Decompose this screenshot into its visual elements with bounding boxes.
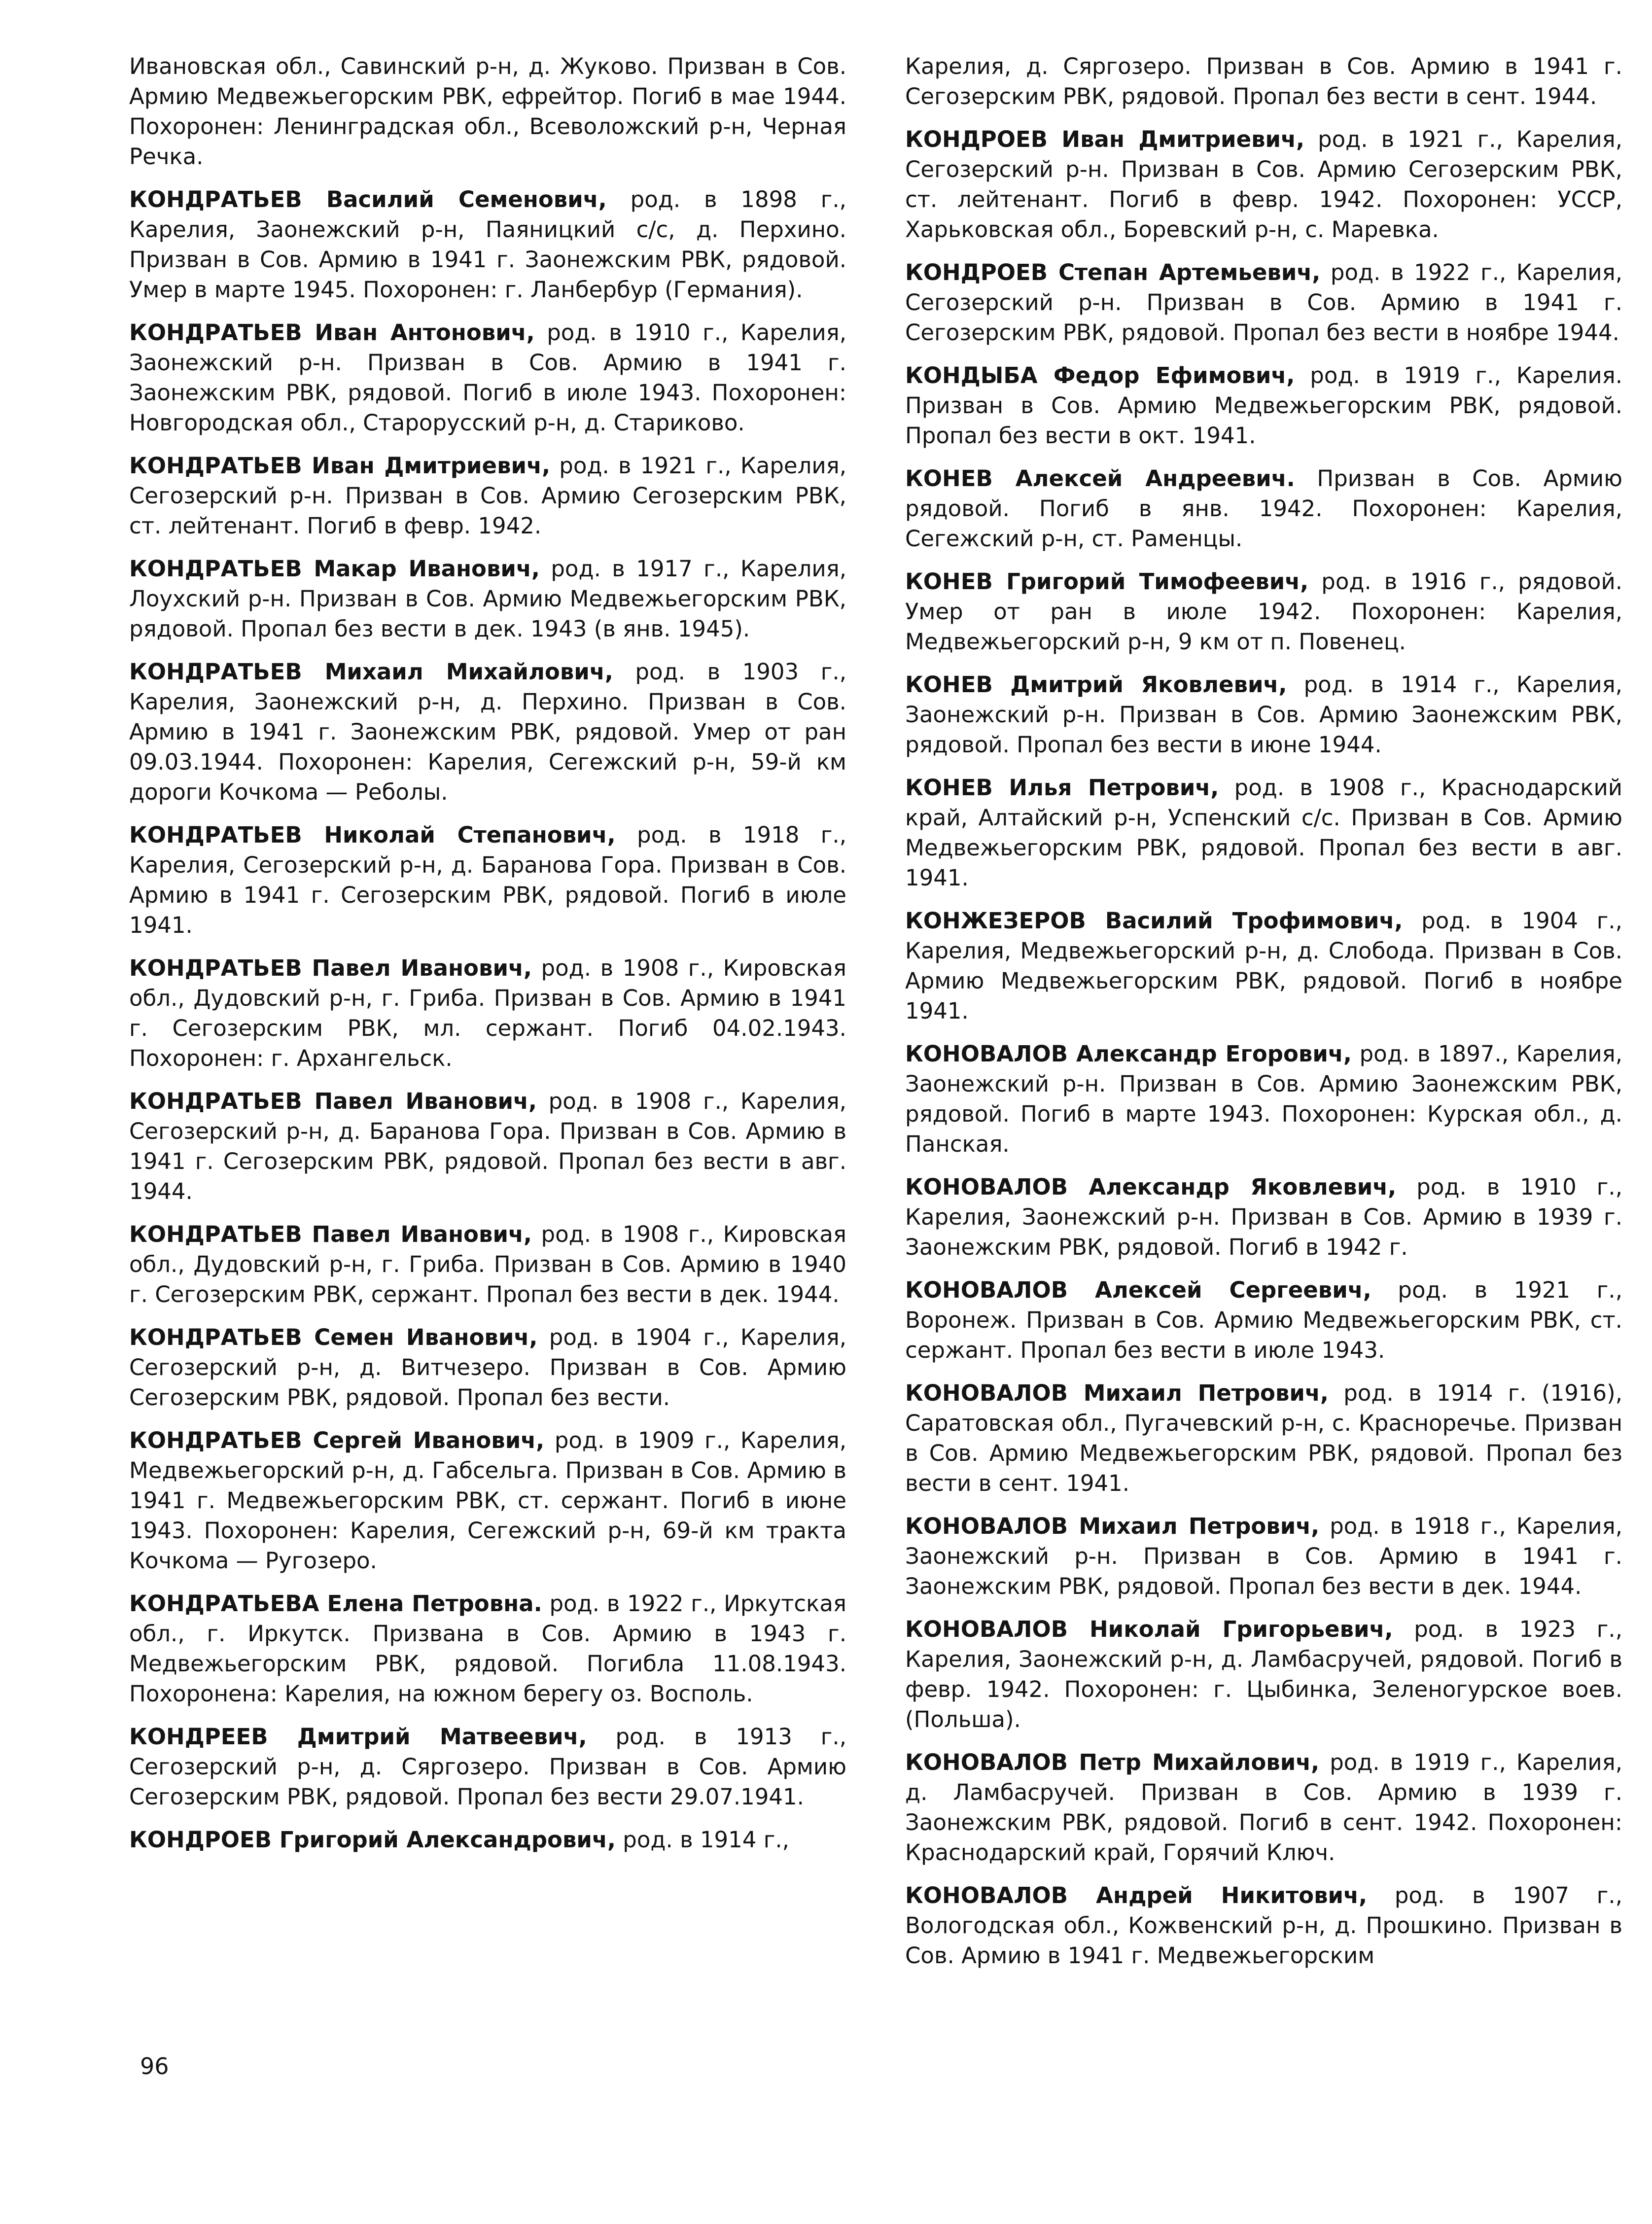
memorial-entry [905, 1880, 1622, 1971]
memorial-entry [905, 773, 1622, 893]
memorial-entry [905, 1275, 1622, 1365]
entry-text: род. в 1908 г., Краснодарский край, Алтайский р-н, Успенский с/с. Призван в Сов. Армию Медвежьегорским РВК, рядовой. Пропал без вести в авг. 1941. [905, 775, 1622, 891]
memorial-entry [905, 51, 1622, 111]
entry-name: КОНЕВ Алексей Андреевич. [905, 465, 1295, 492]
memorial-entry [905, 670, 1622, 760]
entry-text: род. в 1904 г., Карелия, Медвежьегорский р-н, д. Слобода. Призван в Сов. Армию Медвежьегорским РВК, рядовой. Погиб в ноябре 1941. [905, 908, 1622, 1024]
entry-name: КОНДРЕЕВ Дмитрий Матвеевич, [129, 1724, 587, 1750]
memorial-entry [905, 1747, 1622, 1868]
entry-text: род. в 1919 г., Карелия. Призван в Сов. Армию Медвежьегорским РВК, рядовой. Пропал без вести в окт. 1941. [905, 362, 1623, 449]
right-column [905, 51, 1622, 1983]
entry-name: КОНОВАЛОВ Александр Яковлевич, [905, 1174, 1397, 1200]
memorial-entry [129, 184, 846, 305]
entry-text: род. в 1921 г., Карелия, Сегозерский р-н. Призван в Сов. Армию Сегозерским РВК, ст. лейтенант. Погиб в февр. 1942. [129, 453, 846, 539]
entry-text: род. в 1922 г., Карелия, Сегозерский р-н. Призван в Сов. Армию в 1941 г. Сегозерским РВК, рядовой. Пропал без вести в ноябре 1944. [905, 259, 1623, 346]
memorial-entry [129, 953, 846, 1073]
entry-name: КОНДЫБА Федор Ефимович, [905, 362, 1295, 388]
entry-name: КОНОВАЛОВ Петр Михайлович, [905, 1749, 1320, 1775]
page-number: 96 [140, 2053, 169, 2080]
entry-text: Карелия, д. Сяргозеро. Призван в Сов. Армию в 1941 г. Сегозерским РВК, рядовой. Пропал без вести в сент. 1944. [905, 53, 1622, 109]
entry-name: КОНОВАЛОВ Александр Егорович, [905, 1041, 1352, 1067]
memorial-entry [905, 1614, 1622, 1734]
memorial-entry [129, 1589, 846, 1709]
left-column [129, 51, 846, 1868]
memorial-entry [129, 1825, 846, 1855]
entry-text: Призван в Сов. Армию рядовой. Погиб в янв. 1942. Похоронен: Карелия, Сегежский р-н, ст. Раменцы. [905, 465, 1622, 552]
entry-text: род. в 1908 г., Кировская обл., Дудовский р-н, г. Гриба. Призван в Сов. Армию в 1941 г. Сегозерским РВК, мл. сержант. Погиб 04.02.1943. Похоронен: г. Архангельск. [129, 955, 846, 1071]
entry-text: род. в 1917 г., Карелия, Лоухский р-н. Призван в Сов. Армию Медвежьегорским РВК, рядовой. Пропал без вести в дек. 1943 (в янв. 1945). [129, 556, 846, 642]
entry-name: КОНДРОЕВ Степан Артемьевич, [905, 259, 1321, 285]
entry-text: Ивановская обл., Савинский р-н, д. Жуково. Призван в Сов. Армию Медвежьегорским РВК, ефрейтор. Погиб в мае 1944. Похоронен: Ленинградская обл., Всеволожский р-н, Черная Речка. [129, 53, 846, 170]
memorial-entry [129, 318, 846, 438]
entry-name: КОНОВАЛОВ Алексей Сергеевич, [905, 1277, 1371, 1303]
entry-text: род. в 1908 г., Карелия, Сегозерский р-н, д. Баранова Гора. Призван в Сов. Армию в 1941 г. Сегозерским РВК, рядовой. Пропал без вести в авг. 1944. [129, 1088, 846, 1204]
memorial-entry [905, 360, 1622, 451]
entry-name: КОНДРАТЬЕВА Елена Петровна. [129, 1590, 542, 1617]
entry-text: род. в 1903 г., Карелия, Заонежский р-н, д. Перхино. Призван в Сов. Армию в 1941 г. Заонежским РВК, рядовой. Умер от ран 09.03.1944. Похоронен: Карелия, Сегежский р-н, 59-й км дороги Кочкома — Реболы. [129, 659, 846, 805]
memorial-entry [129, 1425, 846, 1576]
entry-name: КОНДРАТЬЕВ Макар Иванович, [129, 556, 540, 582]
memorial-entry [905, 1511, 1622, 1601]
entry-text: род. в 1921 г., Воронеж. Призван в Сов. Армию Медвежьегорским РВК, ст. сержант. Пропал без вести в июле 1943. [905, 1277, 1623, 1363]
entry-text: род. в 1910 г., Карелия, Заонежский р-н. Призван в Сов. Армию в 1941 г. Заонежским РВК, рядовой. Погиб в июле 1943. Похоронен: Новгородская обл., Старорусский р-н, д. Стариково. [129, 319, 846, 436]
entry-text: род. в 1898 г., Карелия, Заонежский р-н, Паяницкий с/с, д. Перхино. Призван в Сов. Армию в 1941 г. Заонежским РВК, рядовой. Умер в марте 1945. Похоронен: г. Ланбербур (Германия). [129, 186, 846, 303]
entry-text: род. в 1919 г., Карелия, д. Ламбасручей. Призван в Сов. Армию в 1939 г. Заонежским РВК, рядовой. Погиб в сент. 1942. Похоронен: Краснодарский край, Горячий Ключ. [905, 1749, 1622, 1866]
entry-name: КОНОВАЛОВ Михаил Петрович, [905, 1513, 1320, 1539]
entry-text: род. в 1904 г., Карелия, Сегозерский р-н, д. Витчезеро. Призван в Сов. Армию Сегозерским РВК, рядовой. Пропал без вести. [129, 1324, 846, 1411]
memorial-entry [905, 1378, 1622, 1498]
memorial-entry [129, 451, 846, 541]
entry-name: КОНДРАТЬЕВ Иван Дмитриевич, [129, 453, 551, 479]
entry-text: род. в 1918 г., Карелия, Заонежский р-н. Призван в Сов. Армию в 1941 г. Заонежским РВК, рядовой. Пропал без вести в дек. 1944. [905, 1513, 1622, 1599]
memorial-entry [905, 1172, 1622, 1262]
memorial-entry [129, 51, 846, 172]
memorial-entry [905, 566, 1622, 657]
entry-name: КОНЕВ Илья Петрович, [905, 775, 1219, 801]
entry-text: род. в 1918 г., Карелия, Сегозерский р-н, д. Баранова Гора. Призван в Сов. Армию в 1941 г. Сегозерским РВК, рядовой. Погиб в июле 1941. [129, 822, 846, 938]
entry-name: КОНДРАТЬЕВ Павел Иванович, [129, 1221, 532, 1247]
entry-text: род. в 1909 г., Карелия, Медвежьегорский р-н, д. Габсельга. Призван в Сов. Армию в 1941 г. Медвежьегорским РВК, ст. сержант. Погиб в июне 1943. Похоронен: Карелия, Сегежский р-н, 69-й км тракта Кочкома — Ругозеро. [129, 1427, 847, 1574]
entry-name: КОНДРАТЬЕВ Павел Иванович, [129, 955, 532, 981]
entry-name: КОНЕВ Дмитрий Яковлевич, [905, 671, 1287, 698]
entry-name: КОНДРАТЬЕВ Сергей Иванович, [129, 1427, 545, 1453]
entry-text: род. в 1914 г., Карелия, Заонежский р-н. Призван в Сов. Армию Заонежским РВК, рядовой. Пропал без вести в июне 1944. [905, 671, 1622, 758]
memorial-entry [905, 1039, 1622, 1159]
entry-name: КОНДРАТЬЕВ Иван Антонович, [129, 319, 535, 346]
memorial-entry [129, 1322, 846, 1412]
entry-name: КОНДРОЕВ Иван Дмитриевич, [905, 126, 1305, 152]
memorial-entry [129, 1086, 846, 1206]
entry-name: КОНДРАТЬЕВ Семен Иванович, [129, 1324, 538, 1350]
entry-name: КОНЕВ Григорий Тимофеевич, [905, 568, 1309, 595]
entry-name: КОНЖЕЗЕРОВ Василий Трофимович, [905, 908, 1403, 934]
entry-text: род. в 1910 г., Карелия, Заонежский р-н. Призван в Сов. Армию в 1939 г. Заонежским РВК, рядовой. Погиб в 1942 г. [905, 1174, 1622, 1260]
entry-text: род. в 1923 г., Карелия, Заонежский р-н, д. Ламбасручей, рядовой. Погиб в февр. 1942. Похоронен: г. Цыбинка, Зеленогурское воев. (Польша). [905, 1616, 1622, 1732]
memorial-entry [129, 657, 846, 807]
entry-text: род. в 1908 г., Кировская обл., Дудовский р-н, г. Гриба. Призван в Сов. Армию в 1940 г. Сегозерским РВК, сержант. Пропал без вести в дек. 1944. [129, 1221, 846, 1307]
entry-name: КОНДРАТЬЕВ Василий Семенович, [129, 186, 607, 212]
entry-text: род. в 1921 г., Карелия, Сегозерский р-н. Призван в Сов. Армию Сегозерским РВК, ст. лейтенант. Погиб в февр. 1942. Похоронен: УССР, Харьковская обл., Боревский р-н, с. Маревка. [905, 126, 1623, 243]
entry-text: род. в 1913 г., Сегозерский р-н, д. Сяргозеро. Призван в Сов. Армию Сегозерским РВК, рядовой. Пропал без вести 29.07.1941. [129, 1724, 846, 1810]
memorial-entry [905, 257, 1622, 348]
memorial-entry [129, 1219, 846, 1309]
memorial-entry [129, 1722, 846, 1812]
entry-text: род. в 1907 г., Вологодская обл., Кожвенский р-н, д. Прошкино. Призван в Сов. Армию в 1941 г. Медвежьегорским [905, 1882, 1622, 1969]
entry-name: КОНДРАТЬЕВ Михаил Михайлович, [129, 659, 613, 685]
memorial-entry [905, 124, 1622, 245]
entry-name: КОНОВАЛОВ Андрей Никитович, [905, 1882, 1368, 1908]
entry-text: род. в 1897., Карелия, Заонежский р-н. Призван в Сов. Армию Заонежским РВК, рядовой. Погиб в марте 1943. Похоронен: Курская обл., д. Панская. [905, 1041, 1622, 1157]
entry-name: КОНДРАТЬЕВ Николай Степанович, [129, 822, 616, 848]
entry-name: КОНДРАТЬЕВ Павел Иванович, [129, 1088, 537, 1114]
memorial-entry [129, 554, 846, 644]
entry-text: род. в 1916 г., рядовой. Умер от ран в июле 1942. Похоронен: Карелия, Медвежьегорский р-н, 9 км от п. Повенец. [905, 568, 1623, 655]
entry-text: род. в 1922 г., Иркутская обл., г. Иркутск. Призвана в Сов. Армию в 1943 г. Медвежьегорским РВК, рядовой. Погибла 11.08.1943. Похоронена: Карелия, на южном берегу оз. Восполь. [129, 1590, 847, 1707]
entry-name: КОНДРОЕВ Григорий Александрович, [129, 1827, 616, 1853]
entry-name: КОНОВАЛОВ Михаил Петрович, [905, 1380, 1329, 1406]
memorial-entry [905, 463, 1622, 554]
entry-text: род. в 1914 г. (1916), Саратовская обл., Пугачевский р-н, с. Красноречье. Призван в Сов. Армию Медвежьегорским РВК, рядовой. Пропал без вести в сент. 1941. [905, 1380, 1622, 1496]
memorial-entry [905, 906, 1622, 1026]
entry-text: род. в 1914 г., [615, 1827, 789, 1853]
entry-name: КОНОВАЛОВ Николай Григорьевич, [905, 1616, 1393, 1642]
memorial-entry [129, 820, 846, 940]
